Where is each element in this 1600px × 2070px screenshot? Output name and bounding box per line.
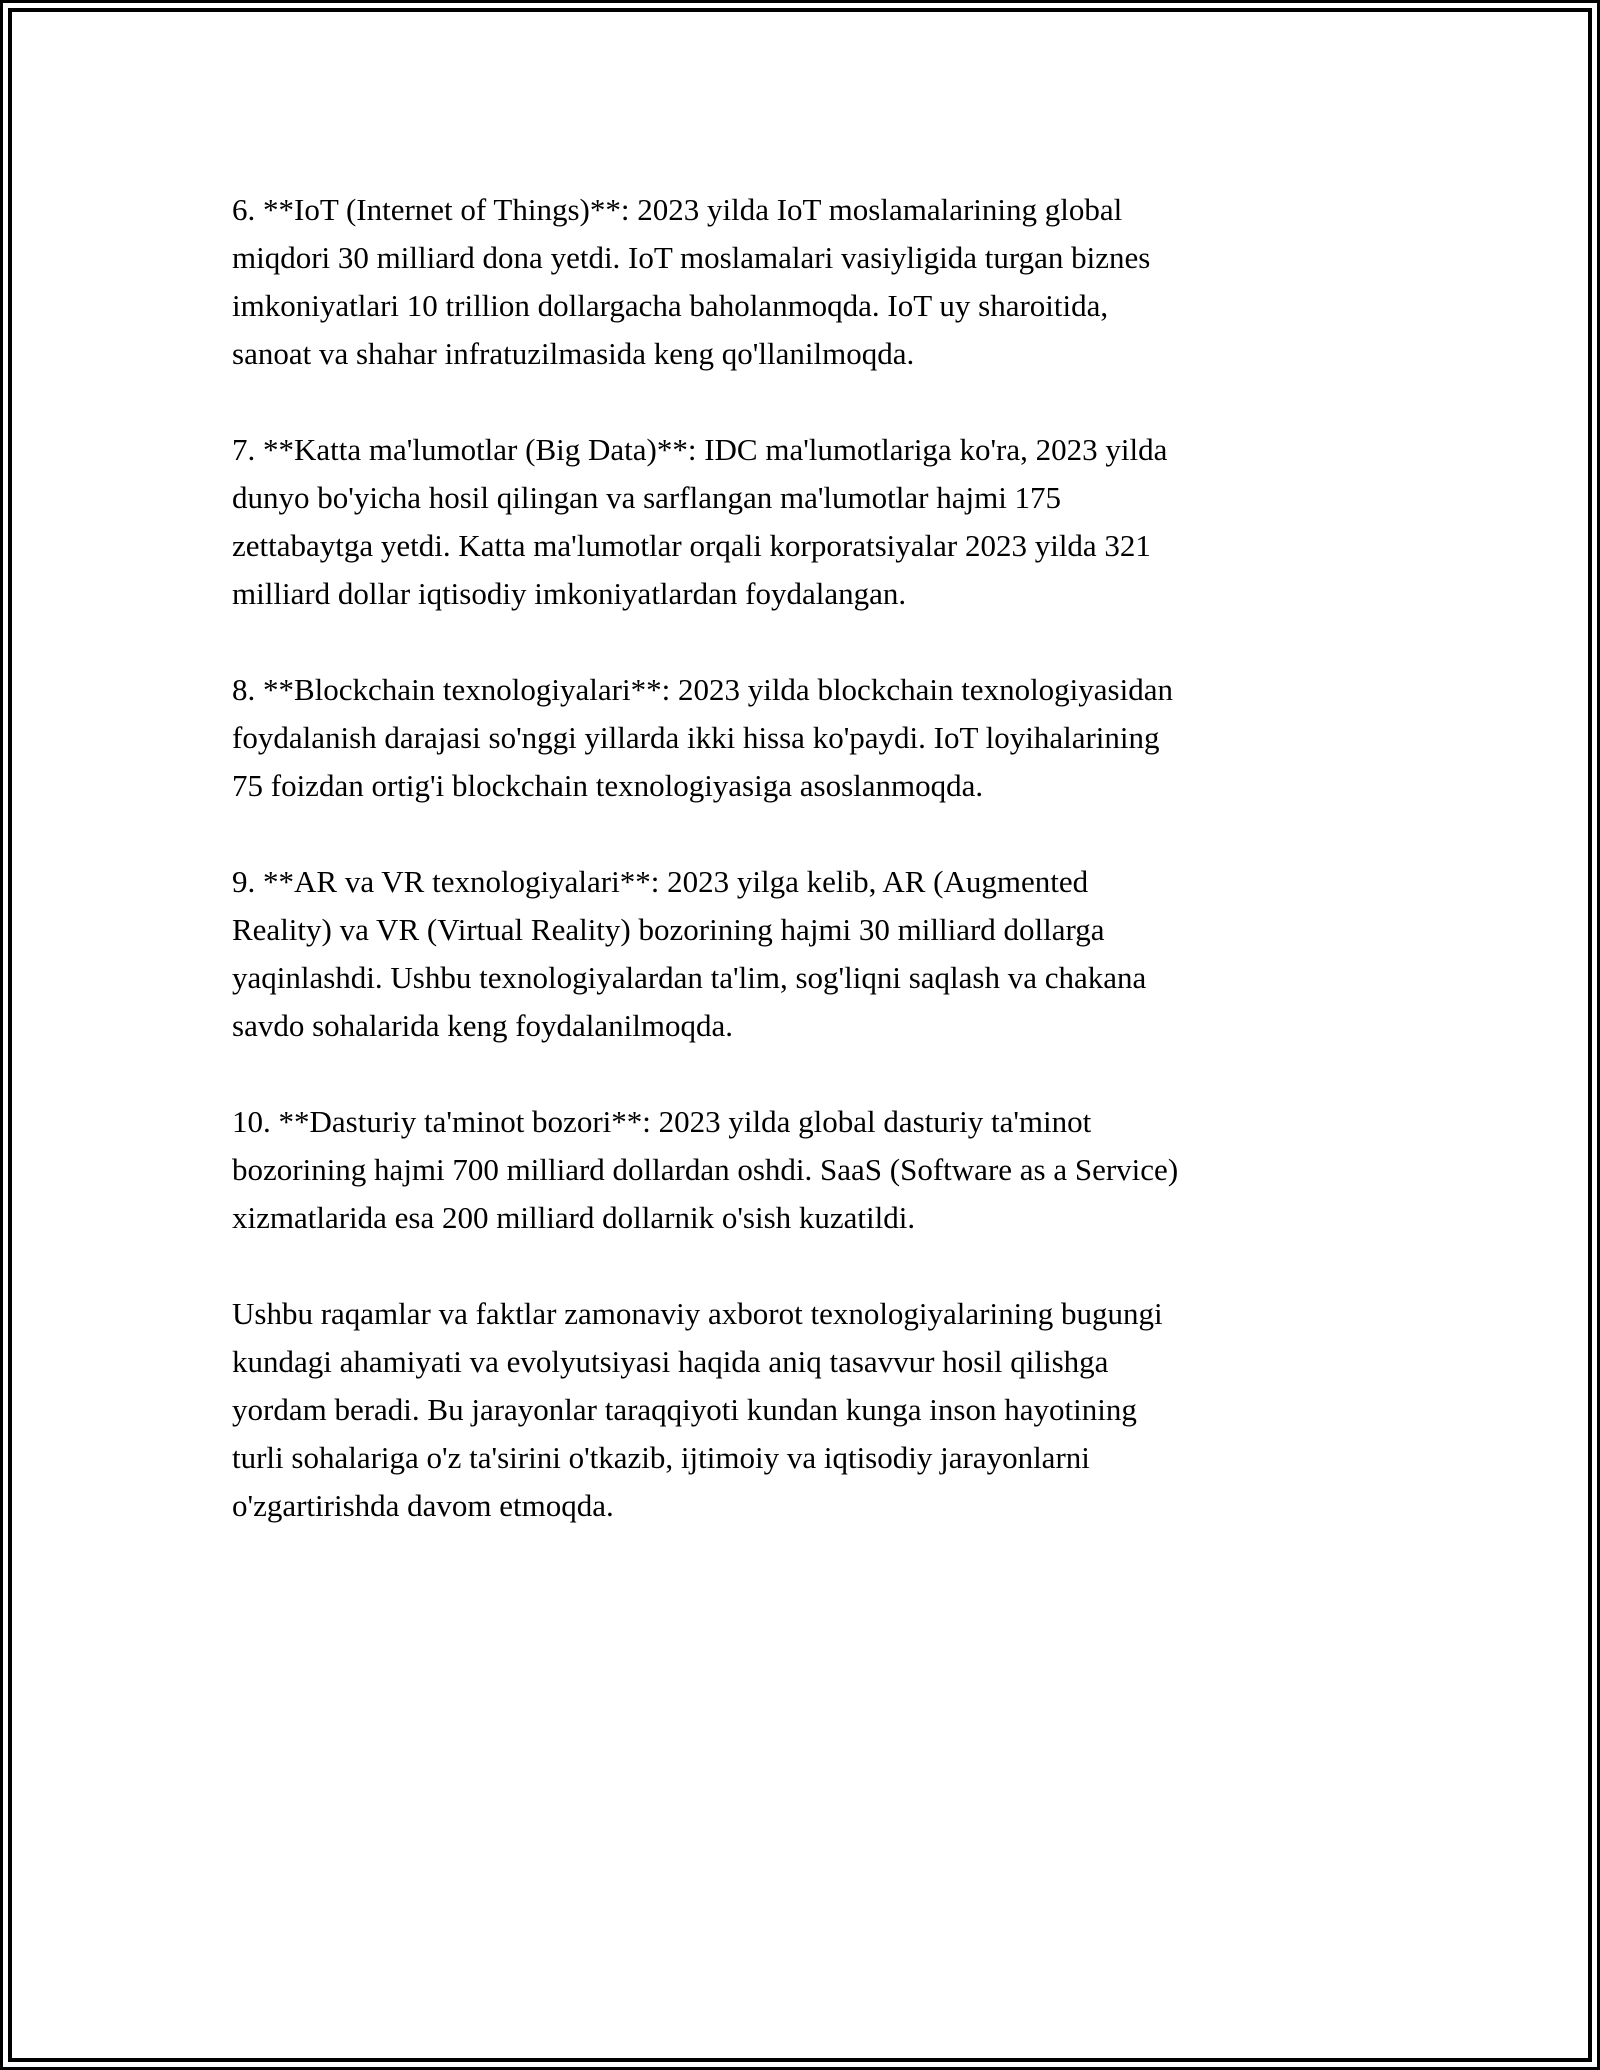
paragraph: 7. **Katta ma'lumotlar (Big Data)**: IDC ma'lumotlariga ko'ra, 2023 yilda dunyo bo'yicha hosil qilingan va sarflangan ma'lumotlar hajmi 175 zettabaytga yetdi. Katta ma'lumotlar orqali korporatsiyalar 2023 yilda 321 milliard dollar iqtisodiy imkoniyatlardan foydalangan. bbox=[232, 432, 1168, 611]
paragraph: 8. **Blockchain texnologiyalari**: 2023 yilda blockchain texnologiyasidan foydalanish darajasi so'nggi yillarda ikki hissa ko'paydi. IoT loyihalarining 75 foizdan ortig'i blockchain texnologiyasiga asoslanmoqda. bbox=[232, 672, 1173, 803]
paragraph: 10. **Dasturiy ta'minot bozori**: 2023 yilda global dasturiy ta'minot bozorining hajmi 700 milliard dollardan oshdi. SaaS (Software as a Service) xizmatlarida esa 200 milliard dollarnik o'sish kuzatildi. bbox=[232, 1104, 1179, 1235]
paragraph: 9. **AR va VR texnologiyalari**: 2023 yilga kelib, AR (Augmented Reality) va VR (Virtual Reality) bozorining hajmi 30 milliard dollarga yaqinlashdi. Ushbu texnologiyalardan ta'lim, sog'liqni saqlash va chakana savdo sohalarida keng foydalanilmoqda. bbox=[232, 864, 1147, 1043]
document-text bbox=[232, 186, 1422, 1578]
paragraph: Ushbu raqamlar va faktlar zamonaviy axborot texnologiyalarining bugungi kundagi ahamiyati va evolyutsiyasi haqida aniq tasavvur hosil qilishga yordam beradi. Bu jarayonlar taraqqiyoti kundan kunga inson hayotining turli sohalariga o'z ta'sirini o'tkazib, ijtimoiy va iqtisodiy jarayonlarni o'zgartirishda davom etmoqda. bbox=[232, 1296, 1163, 1523]
paragraph: 6. **IoT (Internet of Things)**: 2023 yilda IoT moslamalarining global miqdori 30 milliard dona yetdi. IoT moslamalari vasiyligida turgan biznes imkoniyatlari 10 trillion dollargacha baholanmoqda. IoT uy sharoitida, sanoat va shahar infratuzilmasida keng qo'llanilmoqda. bbox=[232, 192, 1151, 371]
